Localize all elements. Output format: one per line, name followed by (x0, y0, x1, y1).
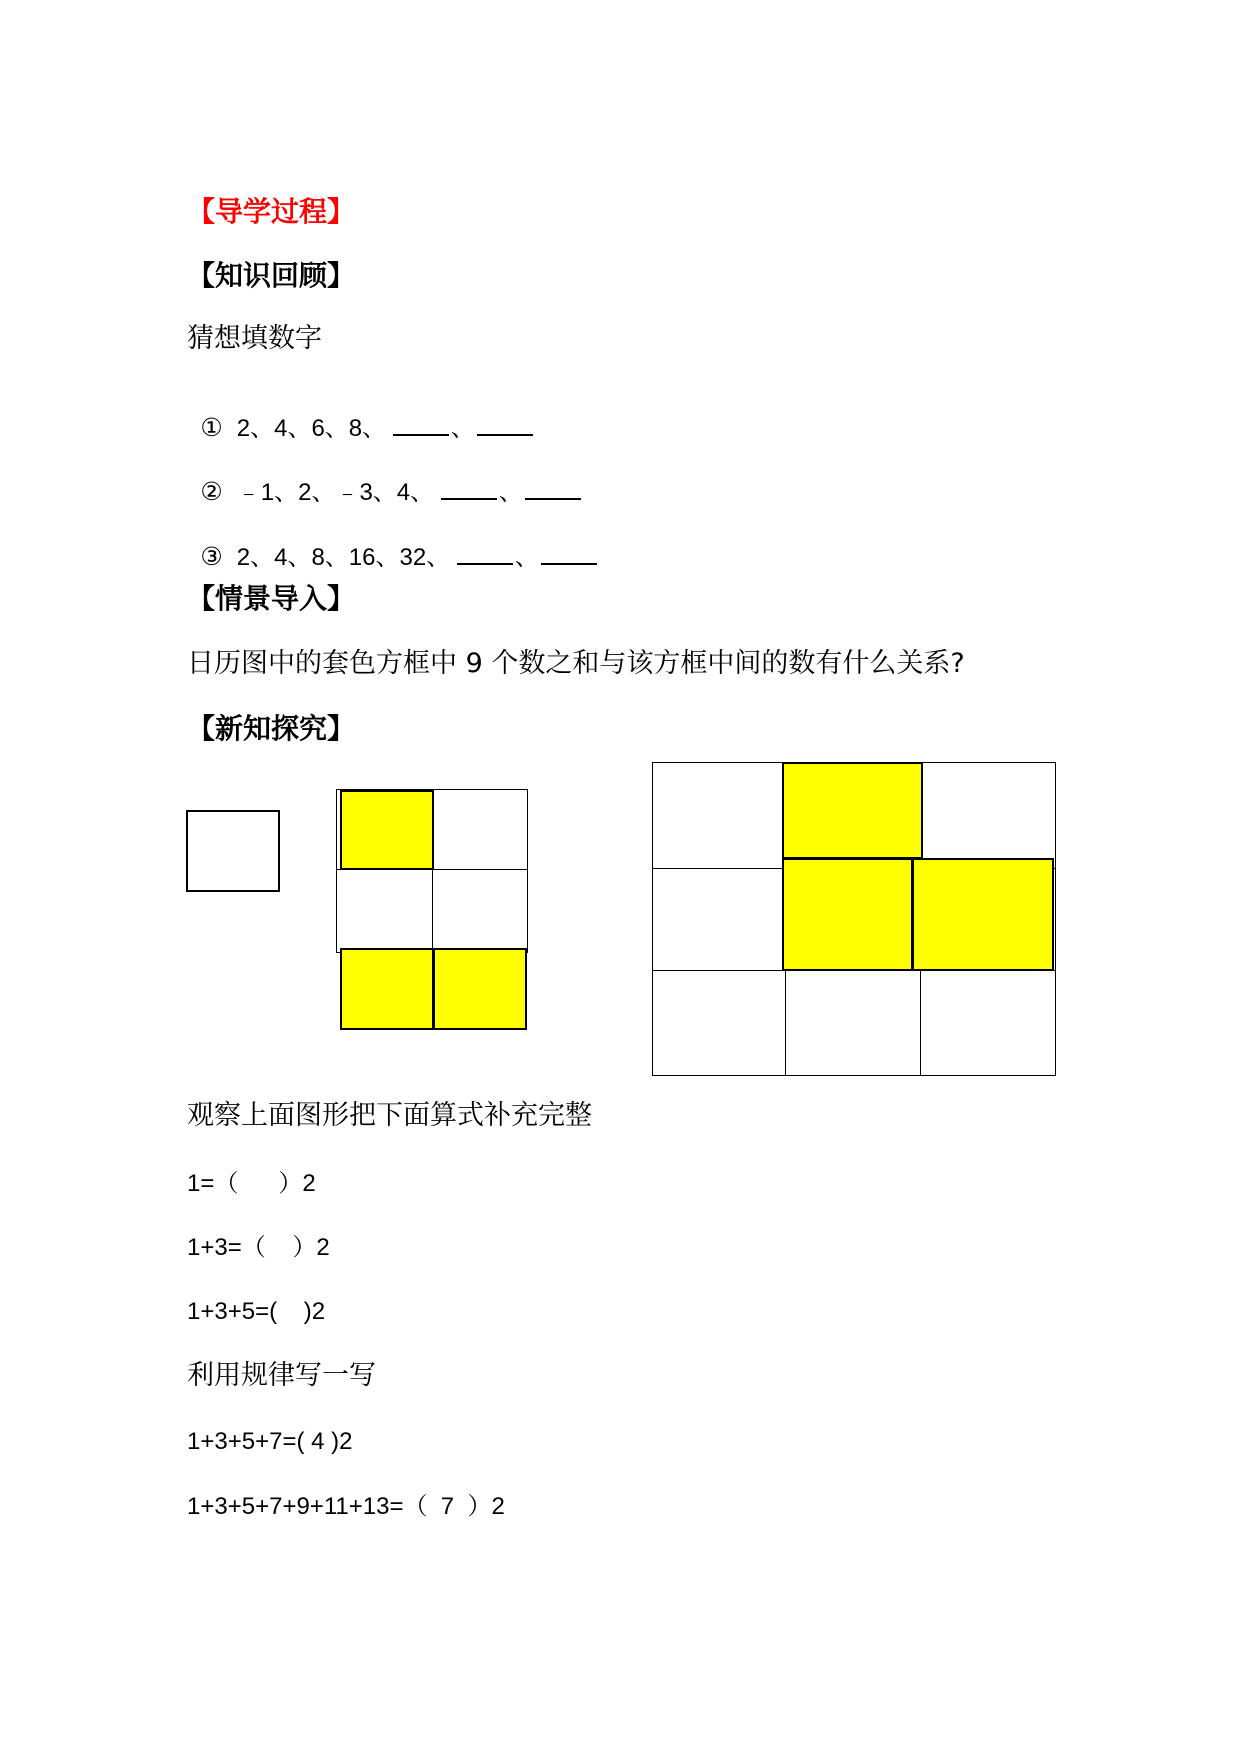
sequence-1 (187, 390, 533, 441)
answer-blank[interactable] (393, 414, 449, 436)
answer-blank[interactable] (525, 478, 581, 500)
sequence-terms: 2、4、8、16、32、 (236, 544, 451, 571)
sequence-3 (187, 519, 597, 570)
answer-blank[interactable] (457, 543, 513, 565)
figure-one-square (186, 810, 280, 892)
formula-3: 1+3+5=( )2 (187, 1298, 326, 1325)
sequence-terms: ﹣1、2、﹣3、4、 (236, 479, 435, 506)
highlight-square (340, 948, 434, 1030)
answer-formula-1: 1+3+5+7=( 4 )2 (187, 1428, 353, 1455)
highlight-square (782, 762, 923, 859)
intro-question: 日历图中的套色方框中 9 个数之和与该方框中间的数有什么关系? (187, 648, 965, 679)
sequence-terms: 2、4、6、8、 (236, 415, 387, 442)
highlight-square (340, 790, 434, 870)
answer-blank[interactable] (441, 478, 497, 500)
answer-blank[interactable] (477, 414, 533, 436)
answer-formula-2: 1+3+5+7+9+11+13=（ 7 ）2 (187, 1493, 505, 1520)
review-prompt: 猜想填数字 (187, 323, 322, 354)
observe-instruction: 观察上面图形把下面算式补充完整 (187, 1100, 592, 1131)
sequence-marker: ② (200, 478, 223, 506)
grid-cell (432, 789, 528, 870)
section-intro-title: 【情景导入】 (187, 582, 356, 615)
apply-instruction: 利用规律写一写 (187, 1360, 376, 1391)
sequence-marker: ③ (200, 543, 223, 571)
highlight-square (433, 948, 527, 1030)
answer-blank[interactable] (541, 543, 597, 565)
separator: 、 (514, 544, 539, 571)
highlight-square (912, 858, 1054, 971)
highlight-square (782, 858, 913, 971)
formula-2: 1+3=（ ）2 (187, 1234, 330, 1261)
formula-1: 1=（ ）2 (187, 1170, 316, 1197)
grid-cell (336, 869, 433, 953)
sequence-marker: ① (200, 414, 223, 442)
sequence-2 (187, 454, 581, 505)
grid-cell (432, 869, 528, 953)
separator: 、 (498, 479, 523, 506)
section-review-title: 【知识回顾】 (187, 259, 356, 292)
section-process-title: 【导学过程】 (187, 195, 356, 228)
separator: 、 (450, 415, 475, 442)
section-explore-title: 【新知探究】 (187, 712, 356, 745)
